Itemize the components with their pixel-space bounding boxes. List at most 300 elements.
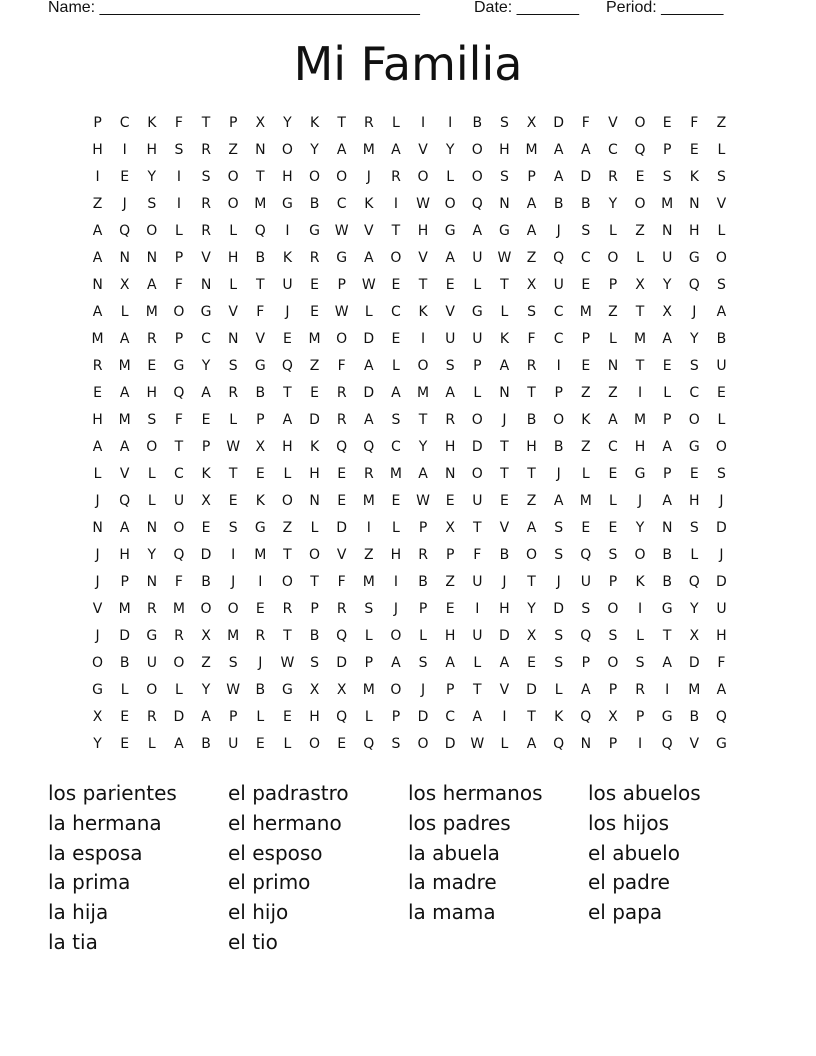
grid-letter[interactable]: N (92, 520, 103, 536)
grid-letter[interactable]: B (553, 196, 564, 212)
grid-letter[interactable]: X (336, 682, 347, 698)
grid-letter[interactable]: E (337, 493, 347, 509)
grid-letter[interactable]: U (472, 250, 483, 266)
grid-letter[interactable]: O (634, 115, 646, 131)
grid-letter[interactable]: T (500, 466, 509, 482)
grid-letter[interactable]: H (499, 142, 510, 158)
grid-letter[interactable]: S (391, 412, 401, 428)
grid-letter[interactable]: V (716, 196, 727, 212)
grid-letter[interactable]: P (662, 412, 672, 428)
grid-letter[interactable]: C (553, 331, 564, 347)
grid-letter[interactable]: L (473, 655, 482, 671)
grid-letter[interactable]: Q (661, 736, 673, 752)
grid-letter[interactable]: S (228, 358, 238, 374)
grid-letter[interactable]: V (201, 250, 211, 266)
grid-letter[interactable]: O (390, 628, 402, 644)
grid-letter[interactable]: L (690, 547, 699, 563)
grid-letter[interactable]: R (445, 412, 456, 428)
grid-letter[interactable]: C (553, 304, 564, 320)
grid-letter[interactable]: O (281, 574, 293, 590)
grid-letter[interactable]: P (554, 385, 563, 401)
grid-letter[interactable]: Y (310, 142, 319, 158)
grid-letter[interactable]: A (526, 196, 537, 212)
grid-letter[interactable]: R (146, 709, 157, 725)
grid-letter[interactable]: U (472, 493, 483, 509)
grid-letter[interactable]: X (201, 628, 211, 644)
grid-letter[interactable]: H (444, 628, 456, 644)
grid-letter[interactable]: A (336, 142, 347, 158)
grid-letter[interactable]: A (526, 520, 537, 536)
grid-letter[interactable]: C (445, 709, 456, 725)
grid-letter[interactable]: M (417, 385, 430, 401)
grid-letter[interactable]: P (635, 709, 645, 725)
grid-letter[interactable]: S (445, 358, 455, 374)
grid-letter[interactable]: E (201, 520, 211, 536)
grid-letter[interactable]: H (689, 493, 700, 509)
grid-letter[interactable]: F (174, 115, 183, 131)
grid-letter[interactable]: A (201, 385, 211, 401)
grid-letter[interactable]: Z (581, 385, 591, 401)
grid-letter[interactable]: E (120, 169, 130, 185)
grid-letter[interactable]: E (689, 142, 699, 158)
grid-letter[interactable]: L (310, 520, 319, 536)
grid-letter[interactable]: E (391, 331, 401, 347)
grid-letter[interactable]: Y (147, 169, 157, 185)
grid-letter[interactable]: L (120, 304, 129, 320)
grid-letter[interactable]: Y (445, 142, 455, 158)
grid-letter[interactable]: A (472, 709, 483, 725)
grid-letter[interactable]: F (174, 412, 183, 428)
grid-letter[interactable]: L (147, 493, 156, 509)
grid-letter[interactable]: O (607, 601, 619, 617)
grid-letter[interactable]: I (393, 574, 398, 590)
grid-letter[interactable]: S (499, 115, 509, 131)
grid-letter[interactable]: A (581, 682, 591, 698)
grid-letter[interactable]: J (502, 412, 507, 428)
grid-letter[interactable]: O (309, 169, 321, 185)
grid-letter[interactable]: V (445, 304, 455, 320)
grid-letter[interactable]: J (502, 574, 507, 590)
grid-letter[interactable]: G (661, 709, 673, 725)
grid-letter[interactable]: U (282, 277, 293, 293)
grid-letter[interactable]: A (662, 331, 672, 347)
grid-letter[interactable]: Y (690, 601, 699, 617)
grid-letter[interactable]: N (309, 493, 320, 509)
grid-letter[interactable]: J (692, 304, 697, 320)
grid-letter[interactable]: L (283, 736, 292, 752)
grid-letter[interactable]: P (120, 574, 129, 590)
grid-letter[interactable]: R (336, 412, 347, 428)
grid-letter[interactable]: I (637, 736, 643, 752)
grid-letter[interactable]: N (689, 196, 700, 212)
grid-letter[interactable]: B (309, 628, 320, 644)
grid-letter[interactable]: S (364, 601, 374, 617)
grid-letter[interactable]: E (391, 493, 401, 509)
grid-letter[interactable]: B (472, 115, 483, 131)
grid-letter[interactable]: W (416, 493, 430, 509)
grid-letter[interactable]: E (228, 493, 238, 509)
grid-letter[interactable]: Z (201, 655, 211, 671)
grid-letter[interactable]: Q (553, 736, 565, 752)
grid-letter[interactable]: D (119, 628, 131, 644)
grid-letter[interactable]: M (579, 493, 592, 509)
grid-letter[interactable]: F (717, 655, 726, 671)
grid-letter[interactable]: P (391, 709, 401, 725)
grid-letter[interactable]: E (201, 412, 211, 428)
grid-letter[interactable]: Y (93, 736, 102, 752)
grid-letter[interactable]: P (201, 439, 211, 455)
grid-letter[interactable]: L (609, 331, 617, 347)
grid-letter[interactable]: E (445, 493, 455, 509)
grid-letter[interactable]: K (418, 304, 428, 320)
grid-letter[interactable]: E (662, 115, 672, 131)
grid-letter[interactable]: O (200, 601, 212, 617)
grid-letter[interactable]: O (309, 736, 321, 752)
grid-letter[interactable]: A (553, 142, 564, 158)
grid-letter[interactable]: A (364, 250, 374, 266)
grid-letter[interactable]: V (689, 736, 700, 752)
grid-letter[interactable]: E (581, 358, 591, 374)
grid-letter[interactable]: U (228, 736, 239, 752)
grid-letter[interactable]: S (581, 223, 591, 239)
grid-letter[interactable]: N (146, 520, 158, 536)
grid-letter[interactable]: T (527, 466, 536, 482)
grid-letter[interactable]: L (636, 628, 644, 644)
grid-letter[interactable]: T (256, 169, 265, 185)
grid-letter[interactable]: L (581, 466, 590, 482)
grid-letter[interactable]: P (662, 466, 672, 482)
grid-letter[interactable]: M (145, 304, 158, 320)
grid-letter[interactable]: J (556, 223, 561, 239)
grid-letter[interactable]: H (92, 412, 103, 428)
grid-letter[interactable]: T (635, 358, 645, 374)
grid-letter[interactable]: M (525, 142, 538, 158)
grid-letter[interactable]: S (689, 358, 699, 374)
grid-letter[interactable]: P (337, 277, 346, 293)
grid-letter[interactable]: E (527, 655, 536, 671)
grid-letter[interactable]: G (688, 439, 700, 455)
grid-letter[interactable]: M (362, 142, 375, 158)
grid-letter[interactable]: D (336, 655, 348, 671)
grid-letter[interactable]: L (717, 142, 726, 158)
grid-letter[interactable]: Q (119, 493, 131, 509)
grid-letter[interactable]: G (661, 601, 673, 617)
grid-letter[interactable]: J (556, 466, 561, 482)
grid-letter[interactable]: F (256, 304, 265, 320)
grid-letter[interactable]: T (283, 628, 292, 644)
grid-letter[interactable]: A (445, 385, 455, 401)
grid-letter[interactable]: N (119, 250, 130, 266)
grid-letter[interactable]: L (609, 223, 617, 239)
grid-letter[interactable]: S (147, 196, 157, 212)
grid-letter[interactable]: O (146, 223, 158, 239)
grid-letter[interactable]: H (444, 439, 456, 455)
grid-letter[interactable]: S (391, 736, 401, 752)
grid-letter[interactable]: Y (201, 682, 211, 698)
grid-letter[interactable]: S (662, 169, 672, 185)
grid-letter[interactable]: B (201, 574, 211, 590)
grid-letter[interactable]: A (92, 250, 103, 266)
grid-letter[interactable]: P (256, 412, 265, 428)
grid-letter[interactable]: A (499, 655, 510, 671)
grid-letter[interactable]: R (174, 628, 184, 644)
grid-letter[interactable]: A (174, 736, 184, 752)
grid-letter[interactable]: J (95, 547, 100, 563)
grid-letter[interactable]: O (227, 196, 239, 212)
grid-letter[interactable]: Y (635, 520, 645, 536)
grid-letter[interactable]: V (499, 682, 510, 698)
grid-letter[interactable]: R (336, 385, 347, 401)
grid-letter[interactable]: Y (418, 439, 428, 455)
grid-letter[interactable]: L (663, 385, 672, 401)
grid-letter[interactable]: E (608, 466, 618, 482)
grid-letter[interactable]: C (119, 115, 130, 131)
grid-letter[interactable]: A (716, 304, 727, 320)
grid-letter[interactable]: F (473, 547, 482, 563)
grid-letter[interactable]: O (417, 169, 429, 185)
grid-letter[interactable]: D (716, 520, 727, 536)
grid-letter[interactable]: E (283, 709, 292, 725)
grid-letter[interactable]: E (255, 466, 265, 482)
grid-letter[interactable]: X (255, 115, 266, 131)
grid-letter[interactable]: H (689, 223, 700, 239)
grid-letter[interactable]: G (336, 250, 348, 266)
grid-letter[interactable]: H (92, 142, 103, 158)
grid-letter[interactable]: F (690, 115, 699, 131)
grid-letter[interactable]: X (119, 277, 130, 293)
grid-letter[interactable]: V (336, 547, 347, 563)
grid-letter[interactable]: J (95, 574, 100, 590)
grid-letter[interactable]: G (92, 682, 103, 698)
grid-letter[interactable]: E (635, 169, 645, 185)
grid-letter[interactable]: E (581, 277, 591, 293)
grid-letter[interactable]: R (363, 466, 374, 482)
grid-letter[interactable]: P (310, 601, 319, 617)
grid-letter[interactable]: K (255, 493, 265, 509)
grid-letter[interactable]: G (716, 736, 727, 752)
grid-letter[interactable]: X (92, 709, 103, 725)
grid-letter[interactable]: H (227, 250, 239, 266)
grid-letter[interactable]: D (526, 682, 537, 698)
grid-letter[interactable]: A (526, 736, 537, 752)
grid-letter[interactable]: L (364, 628, 373, 644)
grid-letter[interactable]: L (446, 169, 455, 185)
grid-letter[interactable]: Z (92, 196, 103, 212)
grid-letter[interactable]: F (581, 115, 590, 131)
grid-letter[interactable]: L (554, 682, 563, 698)
grid-letter[interactable]: T (527, 709, 536, 725)
grid-letter[interactable]: S (716, 466, 726, 482)
grid-letter[interactable]: C (336, 196, 347, 212)
grid-letter[interactable]: Z (608, 304, 618, 320)
grid-letter[interactable]: J (366, 169, 371, 185)
grid-letter[interactable]: W (334, 223, 349, 239)
grid-letter[interactable]: X (635, 277, 645, 293)
grid-letter[interactable]: E (120, 736, 130, 752)
grid-letter[interactable]: O (553, 412, 565, 428)
grid-letter[interactable]: V (119, 466, 130, 482)
grid-letter[interactable]: E (608, 520, 618, 536)
grid-letter[interactable]: Y (147, 547, 157, 563)
grid-letter[interactable]: O (336, 169, 348, 185)
grid-letter[interactable]: R (201, 196, 211, 212)
grid-letter[interactable]: Q (119, 223, 131, 239)
grid-letter[interactable]: U (553, 277, 564, 293)
grid-letter[interactable]: D (716, 574, 727, 590)
grid-letter[interactable]: B (418, 574, 428, 590)
grid-letter[interactable]: N (661, 520, 673, 536)
grid-letter[interactable]: Q (281, 358, 293, 374)
grid-letter[interactable]: U (472, 574, 483, 590)
grid-letter[interactable]: E (717, 385, 726, 401)
grid-letter[interactable]: S (554, 628, 564, 644)
grid-letter[interactable]: A (445, 655, 455, 671)
grid-letter[interactable]: F (174, 277, 183, 293)
grid-letter[interactable]: K (554, 709, 564, 725)
grid-letter[interactable]: M (308, 331, 321, 347)
grid-letter[interactable]: Q (336, 439, 348, 455)
grid-letter[interactable]: P (228, 115, 238, 131)
grid-letter[interactable]: B (499, 547, 510, 563)
grid-letter[interactable]: B (716, 331, 727, 347)
grid-letter[interactable]: A (581, 142, 591, 158)
grid-letter[interactable]: N (200, 277, 212, 293)
grid-letter[interactable]: U (472, 331, 483, 347)
grid-letter[interactable]: Q (363, 439, 375, 455)
grid-letter[interactable]: H (282, 169, 293, 185)
grid-letter[interactable]: D (309, 412, 320, 428)
grid-letter[interactable]: J (637, 493, 643, 509)
grid-letter[interactable]: P (174, 331, 184, 347)
date-field-label[interactable]: Date: _______ (474, 0, 579, 16)
grid-letter[interactable]: G (282, 682, 293, 698)
grid-letter[interactable]: R (336, 601, 347, 617)
grid-letter[interactable]: U (472, 628, 483, 644)
grid-letter[interactable]: T (310, 574, 319, 590)
grid-letter[interactable]: E (500, 493, 509, 509)
grid-letter[interactable]: M (634, 331, 647, 347)
grid-letter[interactable]: Q (553, 250, 565, 266)
grid-letter[interactable]: C (580, 250, 591, 266)
grid-letter[interactable]: M (118, 358, 131, 374)
grid-letter[interactable]: E (310, 385, 319, 401)
grid-letter[interactable]: P (662, 142, 672, 158)
grid-letter[interactable]: K (635, 574, 645, 590)
grid-letter[interactable]: P (228, 709, 238, 725)
grid-letter[interactable]: X (526, 277, 537, 293)
grid-letter[interactable]: K (581, 412, 591, 428)
grid-letter[interactable]: O (146, 682, 158, 698)
grid-letter[interactable]: X (608, 709, 618, 725)
grid-letter[interactable]: R (146, 601, 157, 617)
grid-letter[interactable]: X (689, 628, 700, 644)
grid-letter[interactable]: L (717, 223, 726, 239)
grid-letter[interactable]: T (527, 574, 536, 590)
grid-letter[interactable]: R (282, 601, 293, 617)
grid-letter[interactable]: D (688, 655, 700, 671)
grid-letter[interactable]: Q (254, 223, 266, 239)
grid-letter[interactable]: R (418, 547, 428, 563)
grid-letter[interactable]: X (201, 493, 211, 509)
grid-letter[interactable]: A (553, 493, 564, 509)
grid-letter[interactable]: E (283, 331, 292, 347)
grid-letter[interactable]: L (392, 520, 400, 536)
grid-letter[interactable]: O (336, 331, 348, 347)
grid-letter[interactable]: G (444, 223, 456, 239)
grid-letter[interactable]: C (608, 439, 618, 455)
grid-letter[interactable]: I (637, 601, 643, 617)
grid-letter[interactable]: A (526, 223, 537, 239)
grid-letter[interactable]: E (391, 277, 401, 293)
name-field-label[interactable]: Name: ____________________________________ (48, 0, 420, 16)
grid-letter[interactable]: Y (608, 196, 618, 212)
grid-letter[interactable]: X (526, 628, 537, 644)
grid-letter[interactable]: B (662, 574, 672, 590)
grid-letter[interactable]: M (688, 682, 701, 698)
grid-letter[interactable]: Y (690, 331, 699, 347)
grid-letter[interactable]: K (499, 331, 510, 347)
grid-letter[interactable]: T (174, 439, 184, 455)
grid-letter[interactable]: P (93, 115, 102, 131)
grid-letter[interactable]: I (420, 331, 426, 347)
grid-letter[interactable]: S (174, 142, 184, 158)
grid-letter[interactable]: T (201, 115, 211, 131)
grid-letter[interactable]: L (473, 277, 482, 293)
grid-letter[interactable]: D (553, 115, 565, 131)
grid-letter[interactable]: C (391, 304, 401, 320)
grid-letter[interactable]: J (95, 628, 100, 644)
grid-letter[interactable]: A (662, 493, 672, 509)
grid-letter[interactable]: J (556, 574, 561, 590)
grid-letter[interactable]: E (662, 358, 672, 374)
grid-letter[interactable]: E (147, 358, 157, 374)
grid-letter[interactable]: P (608, 736, 618, 752)
grid-letter[interactable]: N (580, 736, 592, 752)
grid-letter[interactable]: R (228, 385, 239, 401)
grid-letter[interactable]: G (309, 223, 320, 239)
grid-letter[interactable]: O (715, 250, 727, 266)
grid-letter[interactable]: L (256, 709, 265, 725)
grid-letter[interactable]: H (282, 439, 293, 455)
grid-letter[interactable]: V (92, 601, 103, 617)
grid-letter[interactable]: I (95, 169, 100, 185)
grid-letter[interactable]: O (471, 412, 483, 428)
grid-letter[interactable]: U (662, 250, 673, 266)
grid-letter[interactable]: W (470, 736, 485, 752)
grid-letter[interactable]: E (310, 304, 319, 320)
grid-letter[interactable]: O (309, 547, 321, 563)
grid-letter[interactable]: H (390, 547, 402, 563)
grid-letter[interactable]: B (255, 682, 266, 698)
grid-letter[interactable]: Q (336, 709, 348, 725)
grid-letter[interactable]: F (337, 574, 346, 590)
grid-letter[interactable]: I (420, 115, 426, 131)
grid-letter[interactable]: A (147, 277, 157, 293)
grid-letter[interactable]: N (255, 142, 266, 158)
grid-letter[interactable]: D (471, 439, 483, 455)
grid-letter[interactable]: D (417, 709, 429, 725)
grid-letter[interactable]: E (689, 466, 699, 482)
grid-letter[interactable]: P (445, 682, 455, 698)
grid-letter[interactable]: X (445, 520, 455, 536)
grid-letter[interactable]: A (662, 439, 672, 455)
grid-letter[interactable]: L (175, 223, 183, 239)
grid-letter[interactable]: G (254, 358, 266, 374)
grid-letter[interactable]: E (445, 601, 455, 617)
grid-letter[interactable]: Q (715, 709, 727, 725)
grid-letter[interactable]: O (390, 682, 402, 698)
grid-letter[interactable]: J (258, 655, 263, 671)
